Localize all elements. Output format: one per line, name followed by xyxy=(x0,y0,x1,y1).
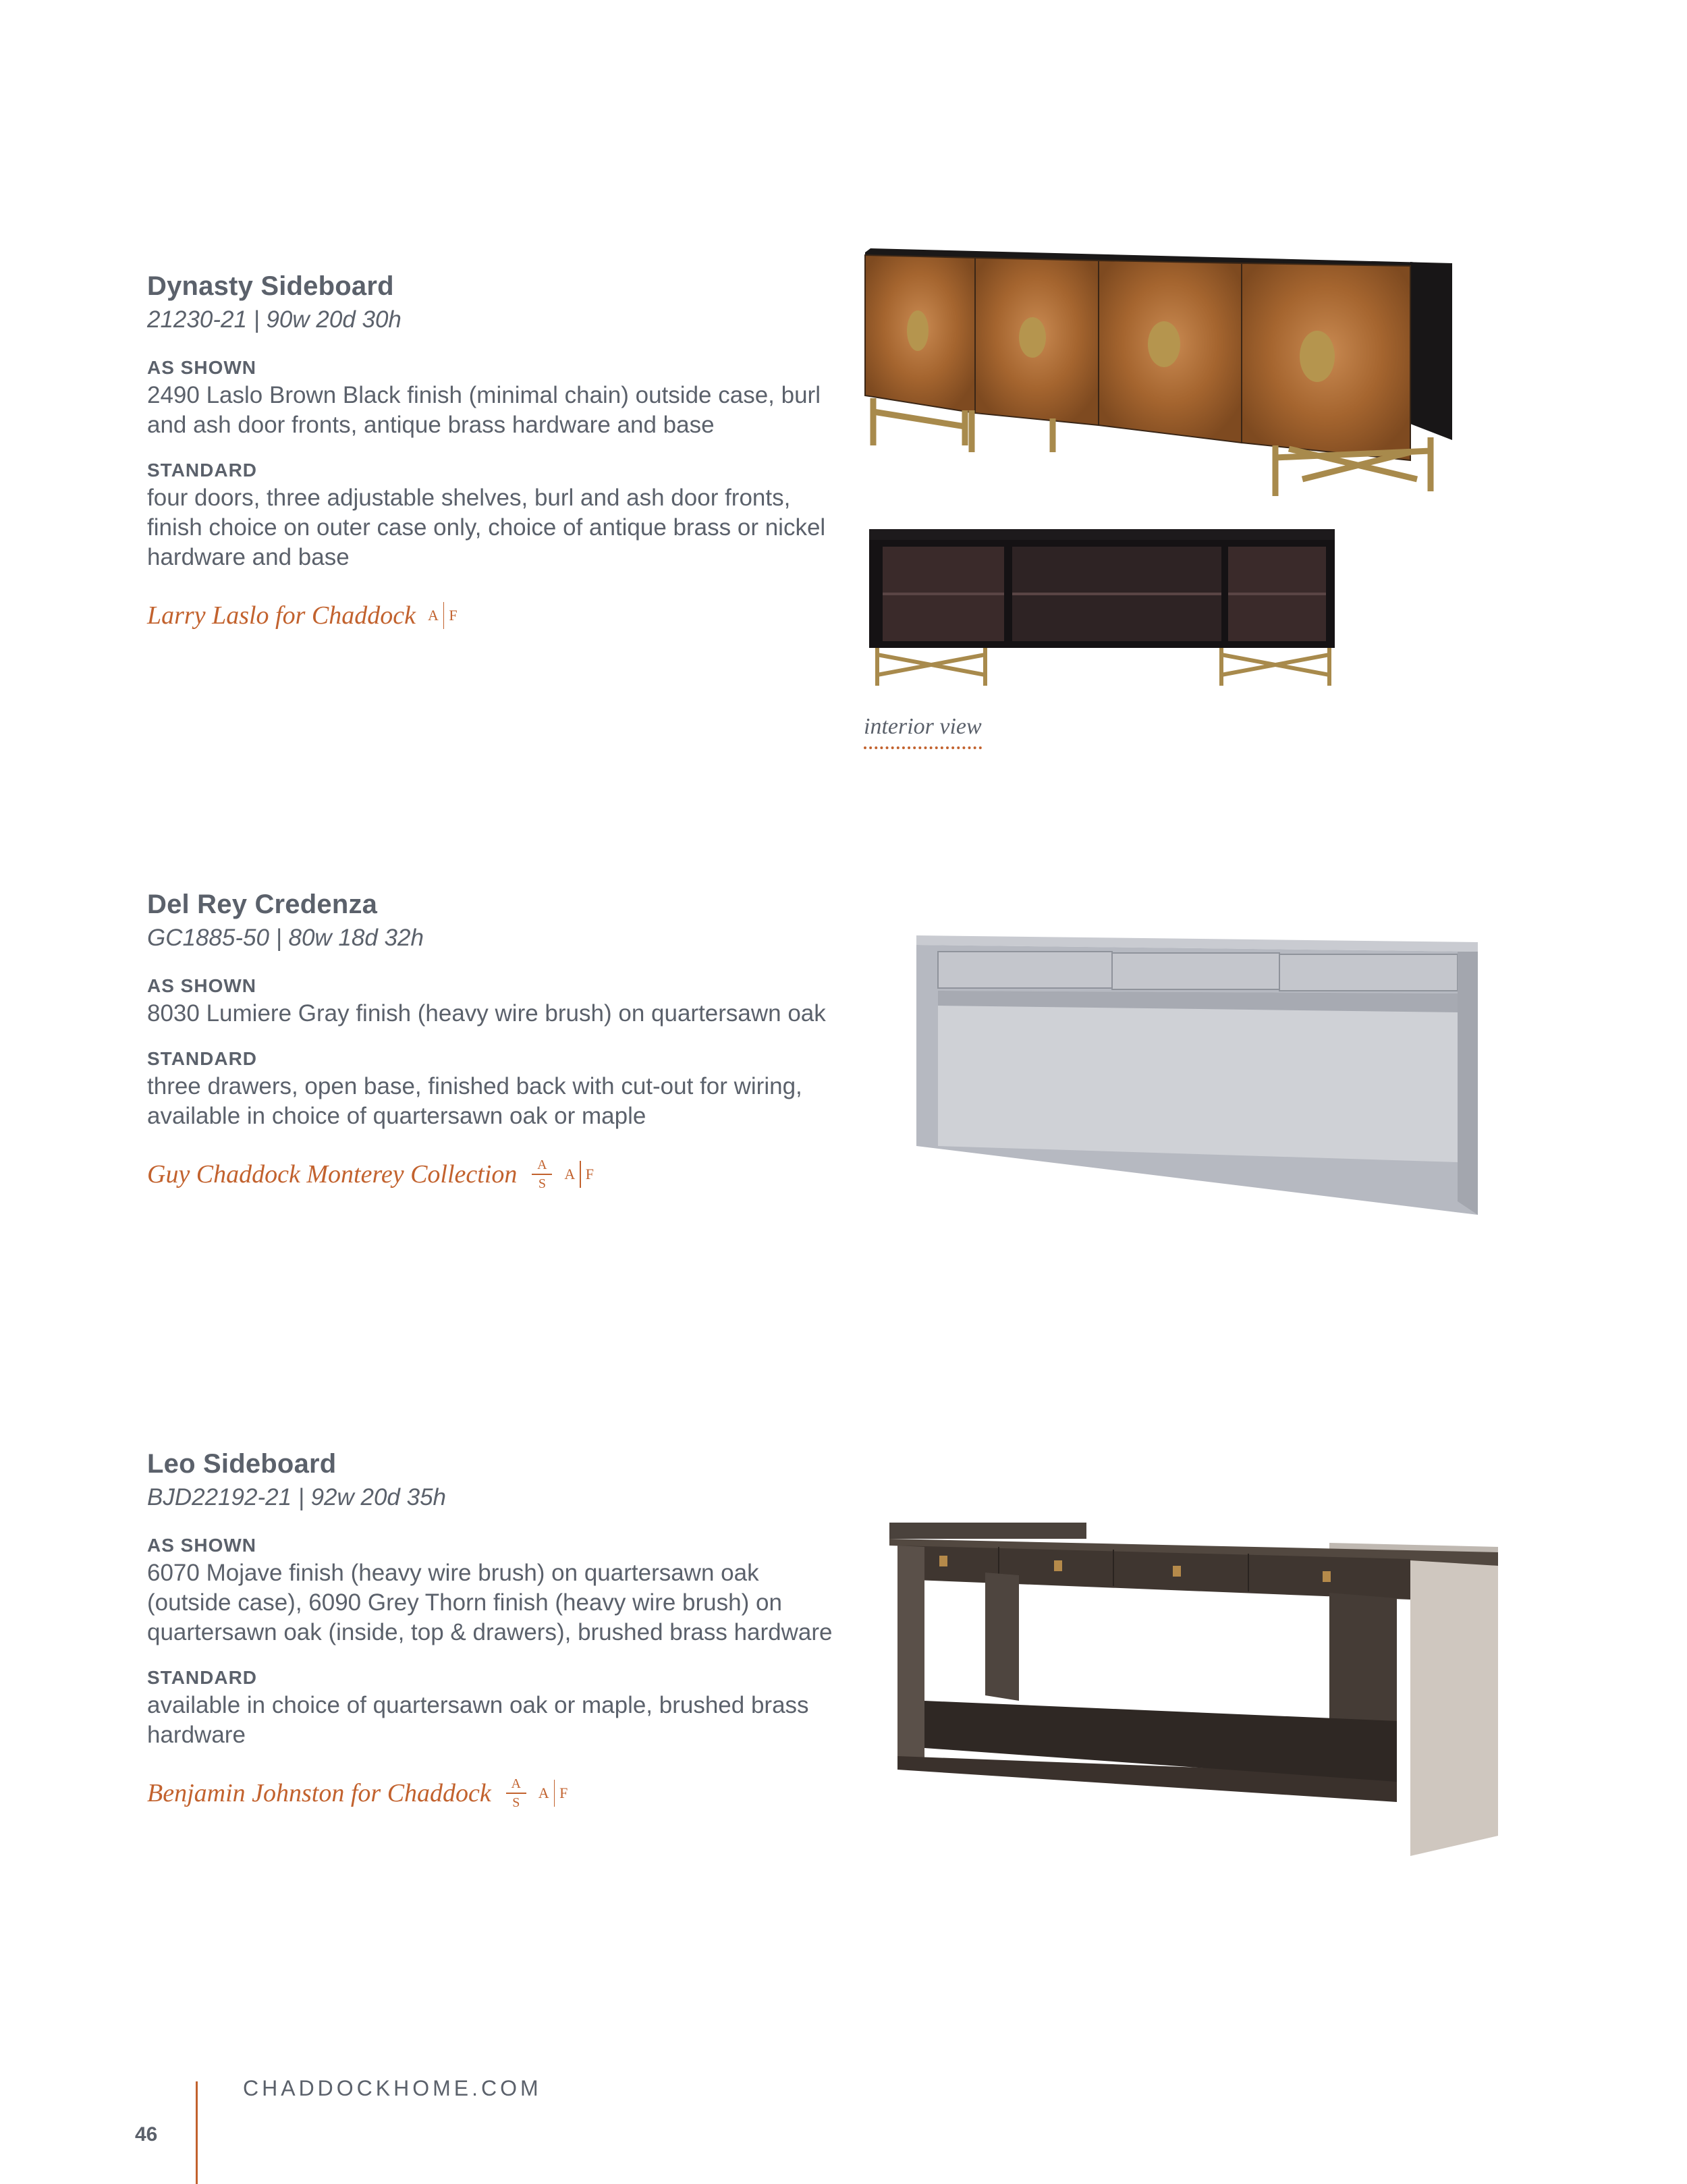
footer-url[interactable]: CHADDOCKHOME.COM xyxy=(243,2076,542,2100)
as-shown-text: 6070 Mojave finish (heavy wire brush) on quartersawn oak (outside case), 6090 Grey Thorn finish (heavy wire brush) on quartersawn oak (inside, top & drawers), brushed brass hardware xyxy=(147,1560,833,1645)
designer-row xyxy=(147,1154,835,1195)
as-shown-text: 2490 Laslo Brown Black finish (minimal chain) outside case, burl and ash door fronts, antique brass hardware and base xyxy=(147,382,821,438)
product-sku: 21230-21 | 90w 20d 30h xyxy=(147,306,402,333)
standard-text: available in choice of quartersawn oak or maple, brushed brass hardware xyxy=(147,1692,809,1748)
as-mark: A S xyxy=(506,1777,526,1809)
designer-name: Guy Chaddock Monterey Collection xyxy=(147,1160,518,1189)
as-shown-label: AS SHOWN xyxy=(147,1535,256,1556)
standard-label: STANDARD xyxy=(147,1667,258,1688)
page-number: 46 xyxy=(135,2123,158,2146)
product-sku: GC1885-50 | 80w 18d 32h xyxy=(147,925,424,951)
product-title: Leo Sideboard xyxy=(147,1449,337,1479)
dynasty-interior-image xyxy=(864,526,1350,688)
product-dynasty-sideboard xyxy=(147,269,835,636)
as-mark: A S xyxy=(532,1158,552,1191)
footer-divider xyxy=(196,2081,198,2184)
product-sku: BJD22192-21 | 92w 20d 35h xyxy=(147,1484,447,1510)
product-title: Dynasty Sideboard xyxy=(147,271,394,301)
af-mark: A F xyxy=(538,1780,568,1807)
product-leo-sideboard xyxy=(147,1446,835,1813)
af-mark: A F xyxy=(564,1161,594,1188)
standard-text: three drawers, open base, finished back with cut-out for wiring, available in choice of quartersawn oak or maple xyxy=(147,1073,802,1129)
product-title: Del Rey Credenza xyxy=(147,890,378,919)
as-shown-text: 8030 Lumiere Gray finish (heavy wire brush) on quartersawn oak xyxy=(147,1000,826,1027)
designer-row xyxy=(147,1773,835,1813)
interior-view-caption: interior view xyxy=(864,714,982,749)
leo-sideboard-image xyxy=(884,1519,1505,1869)
del-rey-credenza-image xyxy=(911,931,1485,1228)
designer-row xyxy=(147,595,835,636)
as-shown-label: AS SHOWN xyxy=(147,975,256,996)
as-shown-label: AS SHOWN xyxy=(147,357,256,378)
standard-label: STANDARD xyxy=(147,1048,258,1069)
standard-text: four doors, three adjustable shelves, burl and ash door fronts, finish choice on outer case only, choice of antique brass or nickel hardware and base xyxy=(147,485,826,570)
designer-name: Benjamin Johnston for Chaddock xyxy=(147,1779,491,1807)
product-del-rey-credenza xyxy=(147,887,835,1195)
standard-label: STANDARD xyxy=(147,460,258,481)
dynasty-sideboard-image xyxy=(864,243,1458,526)
designer-name: Larry Laslo for Chaddock xyxy=(147,601,416,630)
af-mark: A F xyxy=(428,602,458,629)
